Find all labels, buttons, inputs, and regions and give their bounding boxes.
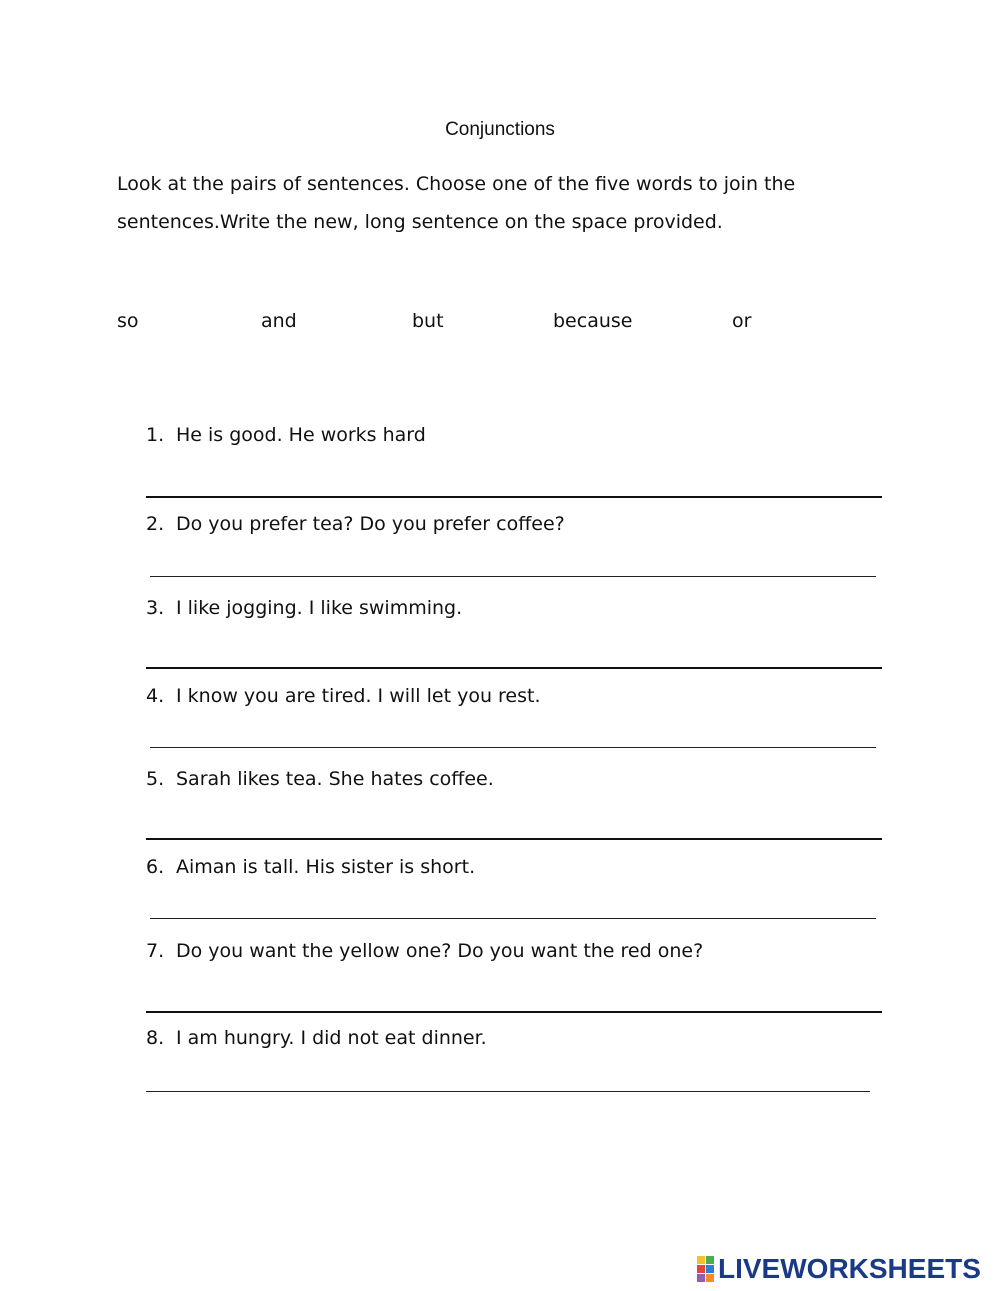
question-1 (146, 424, 426, 446)
word-bank-item: or (732, 310, 752, 332)
answer-line-2[interactable] (150, 576, 876, 577)
question-number: 5. (146, 768, 165, 790)
question-text: I am hungry. I did not eat dinner. (176, 1027, 487, 1049)
question-text: I like jogging. I like swimming. (176, 597, 463, 619)
question-3 (146, 597, 462, 619)
word-bank-item: but (412, 310, 444, 332)
question-2 (146, 513, 565, 535)
instructions: Look at the pairs of sentences. Choose one of the five words to join the sentences.Write the new, long sentence on the space provided. (117, 173, 796, 233)
question-7 (146, 940, 703, 962)
answer-line-8[interactable] (146, 1091, 870, 1092)
question-5 (146, 768, 494, 790)
liveworksheets-logo (697, 1253, 981, 1285)
question-8 (146, 1027, 487, 1049)
answer-line-1[interactable] (146, 496, 882, 498)
question-text: I know you are tired. I will let you rest. (176, 685, 541, 707)
answer-line-6[interactable] (150, 918, 876, 919)
question-number: 8. (146, 1027, 165, 1049)
brand-name: LIVEWORKSHEETS (718, 1253, 981, 1284)
answer-line-5[interactable] (146, 838, 882, 840)
answer-line-7[interactable] (146, 1011, 882, 1013)
logo-icon (697, 1256, 714, 1282)
word-bank-item: so (117, 310, 139, 332)
question-number: 2. (146, 513, 165, 535)
page-title: Conjunctions (445, 119, 555, 140)
answer-line-4[interactable] (150, 747, 876, 748)
question-text: Do you want the yellow one? Do you want the red one? (176, 940, 704, 962)
question-text: He is good. He works hard (176, 424, 426, 446)
word-bank-item: because (553, 310, 633, 332)
question-number: 6. (146, 856, 165, 878)
question-text: Do you prefer tea? Do you prefer coffee? (176, 513, 565, 535)
question-text: Aiman is tall. His sister is short. (176, 856, 476, 878)
question-number: 7. (146, 940, 165, 962)
answer-line-3[interactable] (146, 667, 882, 669)
word-bank-item: and (261, 310, 297, 332)
question-number: 3. (146, 597, 165, 619)
question-6 (146, 856, 475, 878)
question-number: 1. (146, 424, 165, 446)
question-text: Sarah likes tea. She hates coffee. (176, 768, 494, 790)
question-number: 4. (146, 685, 165, 707)
question-4 (146, 685, 541, 707)
